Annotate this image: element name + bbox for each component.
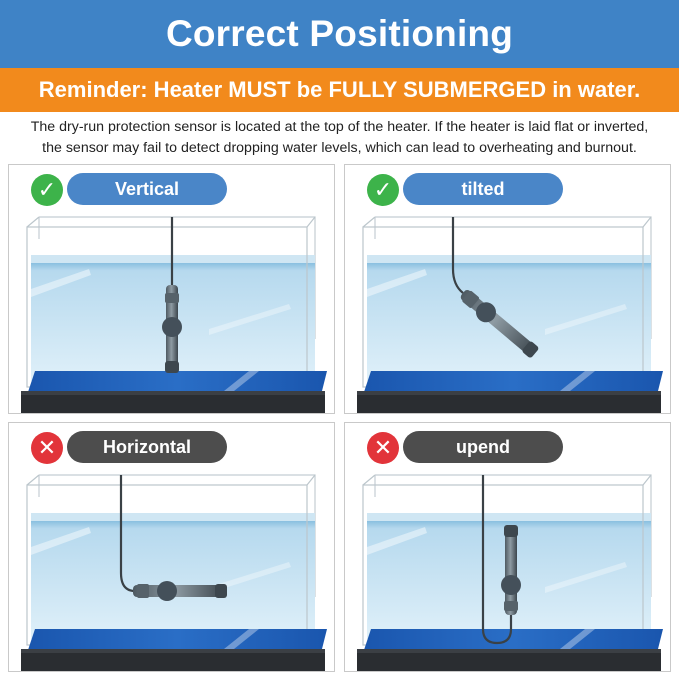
reminder-banner bbox=[0, 68, 679, 112]
cross-icon: ✕ bbox=[31, 432, 63, 464]
reminder-text: Reminder: Heater MUST be FULLY SUBMERGED in water. bbox=[38, 77, 641, 102]
check-icon: ✓ bbox=[31, 174, 63, 206]
aquarium-illustration bbox=[9, 209, 335, 414]
aquarium-illustration bbox=[345, 467, 671, 672]
position-label-upend: upend bbox=[403, 431, 563, 463]
aquarium-illustration bbox=[345, 209, 671, 414]
position-label-vertical: Vertical bbox=[67, 173, 227, 205]
page-title: Correct Positioning bbox=[165, 13, 514, 54]
panel-tilted bbox=[344, 164, 671, 414]
panel-horizontal bbox=[8, 422, 335, 672]
check-icon: ✓ bbox=[367, 174, 399, 206]
cross-icon: ✕ bbox=[367, 432, 399, 464]
panel-vertical bbox=[8, 164, 335, 414]
description-line-1: The dry-run protection sensor is located at the top of the heater. If the heater is laid flat or inverted, bbox=[30, 119, 649, 135]
position-label-horizontal: Horizontal bbox=[67, 431, 227, 463]
aquarium-illustration bbox=[9, 467, 335, 672]
panel-upend bbox=[344, 422, 671, 672]
position-label-tilted: tilted bbox=[403, 173, 563, 205]
title-banner bbox=[0, 0, 679, 68]
description-line-2: the sensor may fail to detect dropping water levels, which can lead to overheating and burnout. bbox=[42, 140, 637, 156]
description bbox=[10, 117, 669, 159]
